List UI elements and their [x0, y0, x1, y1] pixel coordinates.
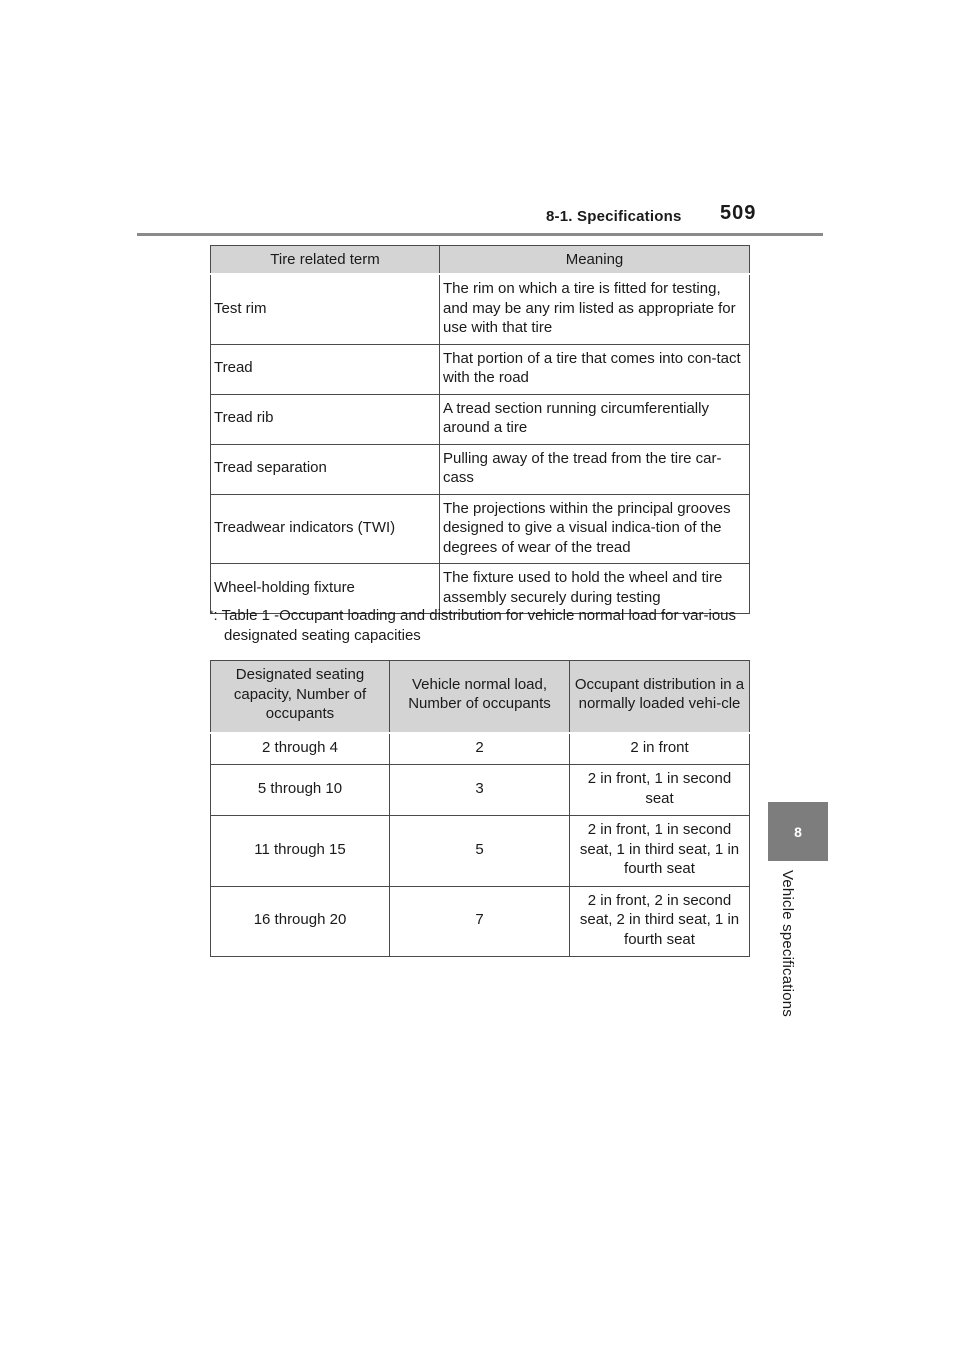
header-divider [137, 233, 823, 236]
term-cell: Test rim [211, 274, 440, 344]
footnote-text: : Table 1 -Occupant loading and distribution for vehicle normal load for var-ious designated seating capacities [213, 607, 737, 644]
table-row [211, 344, 750, 394]
table-row [211, 765, 750, 816]
column-header-meaning: Meaning [440, 246, 750, 275]
chapter-label: Vehicle specifications [779, 870, 796, 1017]
normal-load-cell: 5 [390, 816, 570, 887]
occupant-loading-table [210, 660, 750, 957]
tire-terms-table [210, 245, 750, 614]
distribution-cell: 2 in front [570, 733, 750, 765]
table-row [211, 816, 750, 887]
table-row [211, 494, 750, 564]
meaning-cell: Pulling away of the tread from the tire car-cass [440, 444, 750, 494]
normal-load-cell: 2 [390, 733, 570, 765]
capacity-cell: 16 through 20 [211, 886, 390, 957]
capacity-cell: 11 through 15 [211, 816, 390, 887]
table-row [211, 886, 750, 957]
distribution-cell: 2 in front, 1 in second seat, 1 in third seat, 1 in fourth seat [570, 816, 750, 887]
term-cell: Wheel-holding fixture [211, 564, 440, 614]
normal-load-cell: 7 [390, 886, 570, 957]
table-row [211, 733, 750, 765]
table-row [211, 394, 750, 444]
distribution-cell: 2 in front, 1 in second seat [570, 765, 750, 816]
table-row [211, 274, 750, 344]
meaning-cell: The projections within the principal grooves designed to give a visual indica-tion of the degrees of wear of the tread [440, 494, 750, 564]
distribution-cell: 2 in front, 2 in second seat, 2 in third seat, 1 in fourth seat [570, 886, 750, 957]
section-title: 8-1. Specifications [546, 208, 682, 225]
chapter-number: 8 [794, 823, 802, 840]
capacity-cell: 5 through 10 [211, 765, 390, 816]
table-footnote [210, 606, 769, 646]
meaning-cell: The fixture used to hold the wheel and tire assembly securely during testing [440, 564, 750, 614]
normal-load-cell: 3 [390, 765, 570, 816]
page-number: 509 [720, 202, 757, 224]
meaning-cell: The rim on which a tire is fitted for testing, and may be any rim listed as appropriate for use with that tire [440, 274, 750, 344]
table-header-row [211, 661, 750, 733]
meaning-cell: A tread section running circumferentially around a tire [440, 394, 750, 444]
column-header-distribution: Occupant distribution in a normally loaded vehi-cle [570, 661, 750, 733]
meaning-cell: That portion of a tire that comes into con-tact with the road [440, 344, 750, 394]
term-cell: Tread separation [211, 444, 440, 494]
footnote-marker: * [210, 609, 214, 619]
column-header-capacity: Designated seating capacity, Number of occupants [211, 661, 390, 733]
column-header-term: Tire related term [211, 246, 440, 275]
term-cell: Tread [211, 344, 440, 394]
table-row [211, 444, 750, 494]
column-header-normal-load: Vehicle normal load, Number of occupants [390, 661, 570, 733]
term-cell: Treadwear indicators (TWI) [211, 494, 440, 564]
capacity-cell: 2 through 4 [211, 733, 390, 765]
table-header-row [211, 246, 750, 275]
chapter-tab[interactable] [768, 802, 828, 861]
term-cell: Tread rib [211, 394, 440, 444]
